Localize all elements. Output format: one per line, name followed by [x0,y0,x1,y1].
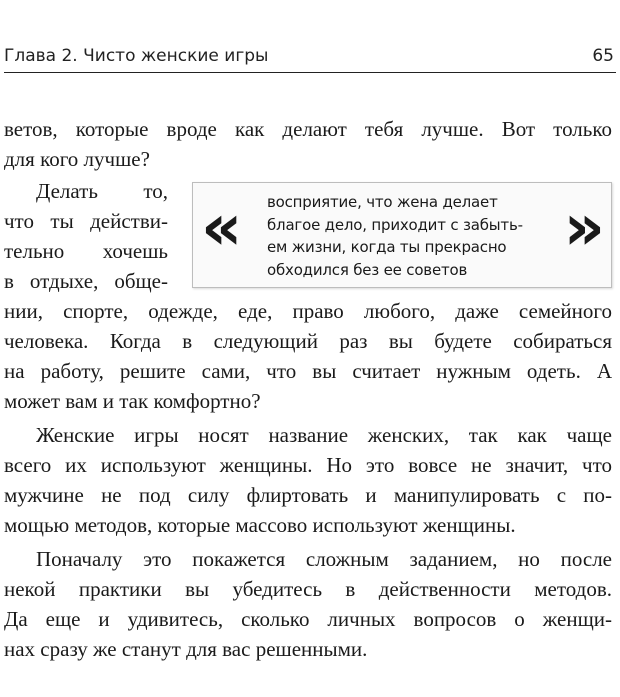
pull-quote-line: обходился без ее советов [267,260,468,279]
pull-quote-line: ем жизни, когда ты прекрасно [267,238,507,256]
chapter-title: Глава 2. Чисто женские игры [4,46,269,66]
open-quote-icon: « [201,191,243,265]
page-number: 65 [592,46,614,66]
text-line: в отдыхе, обще- [4,269,168,293]
pull-quote-text [267,191,539,281]
text-line: Поначалу это покажется сложным заданием, но после [36,547,612,571]
text-line: тельно хочешь [4,239,168,263]
text-line: всего их используют женщины. Но это вовсе не значит, что [4,453,612,477]
pull-quote-line: благое дело, приходит с забыть- [267,215,523,234]
text-line: мощью методов, которые массово используют женщины. [4,513,516,537]
pull-quote-box [192,182,612,288]
text-line: что ты действи- [4,209,168,233]
text-line: Да еще и удивитесь, сколько личных вопросов о женщи- [4,607,612,631]
text-line: для кого лучше? [4,147,150,171]
text-line: ветов, которые вроде как делают тебя лучше. Вот только [4,117,612,141]
text-line: нии, спорте, одежде, еде, право любого, даже семейного [4,299,612,323]
text-line: Делать то, [36,179,168,203]
running-header [4,44,616,73]
text-line: может вам и так комфортно? [4,389,261,413]
text-line: Женские игры носят название женских, так как чаще [36,423,612,447]
text-line: нах сразу же станут для вас решенными. [4,637,368,661]
pull-quote-line: восприятие, что жена делает [267,193,498,211]
text-line: на работу, решите сами, что вы считает нужным одеть. А [4,359,612,383]
close-quote-icon: » [563,191,605,265]
text-line: некой практики вы убедитесь в действенности методов. [4,577,612,601]
text-line: мужчине не под силу флиртовать и манипулировать с по- [4,483,612,507]
text-line: человека. Когда в следующий раз вы будете собираться [4,329,612,353]
